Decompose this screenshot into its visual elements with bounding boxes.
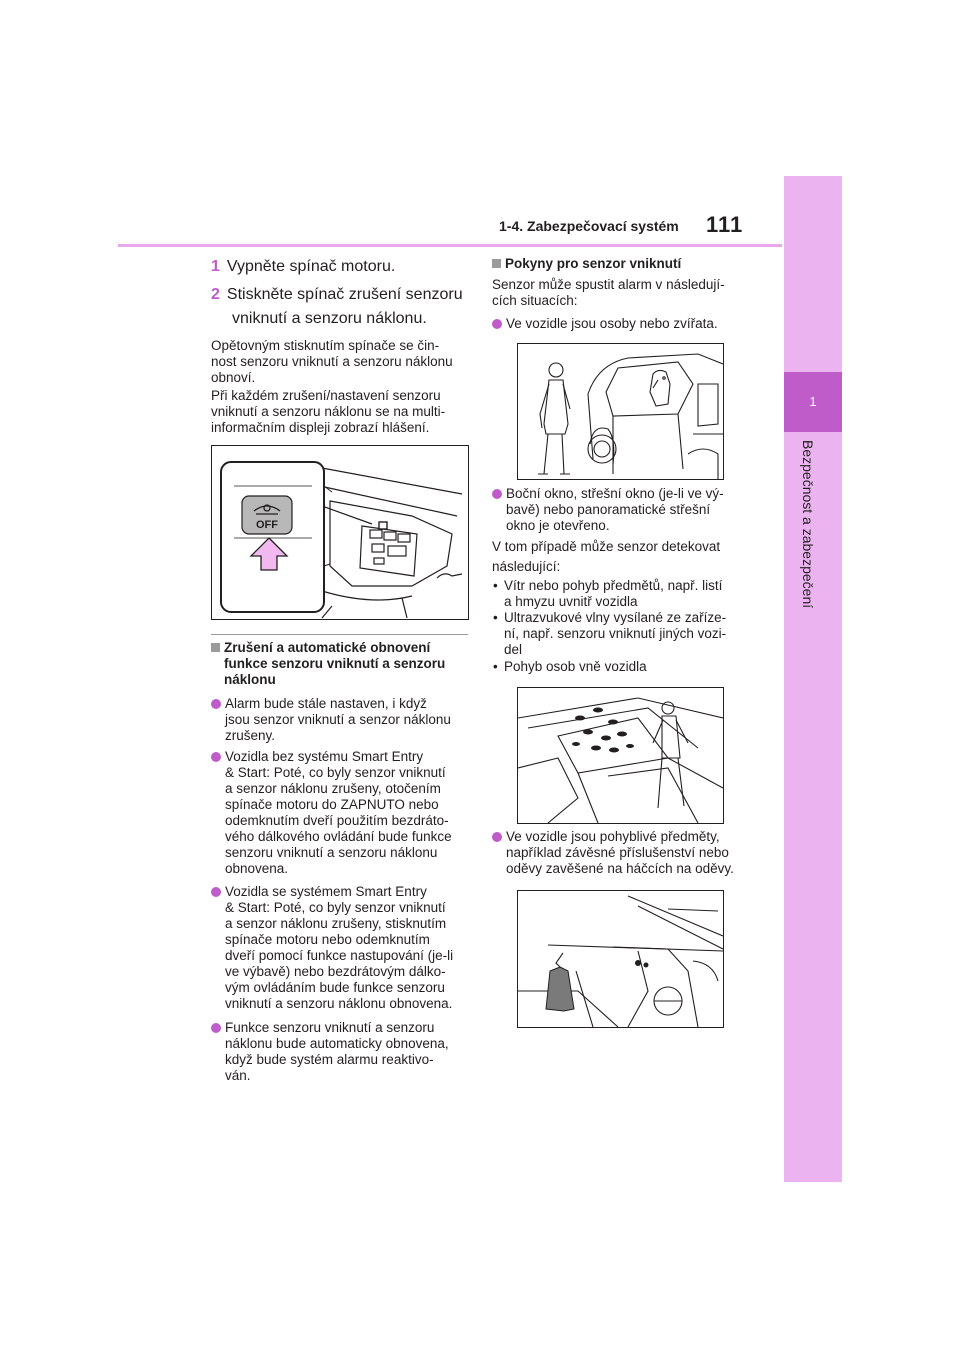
person-dog-illustration xyxy=(518,344,723,479)
jacket-icon xyxy=(546,967,574,1011)
section-square-icon xyxy=(211,643,220,652)
chapter-title-text: Bezpečnost a zabezpečení xyxy=(800,440,816,609)
figure-sunroof xyxy=(517,687,724,824)
bullet-without-smart-entry: Vozidla bez systému Smart Entry & Start: Poté, co byly senzor vniknutí a senzor náklonu zrušeny, otočením spínače motoru do ZAPNUTO nebo odemknutím dveří použitím bezdráto- vého dálkového ovládání bude funkce senzoru vniknutí a senzoru náklonu obnovena. xyxy=(211,749,452,877)
page-number: 111 xyxy=(706,212,744,237)
figure-off-switch xyxy=(211,445,469,620)
hanging-clothes-illustration xyxy=(518,891,723,1027)
figure-hanging-clothes xyxy=(517,890,724,1028)
leaves-icon xyxy=(572,708,634,753)
section-intrusion-sensor-title: Pokyny pro senzor vniknutí xyxy=(492,256,681,272)
detect-intro: V tom případě může senzor detekovat následující: xyxy=(492,539,721,574)
chapter-tab-strip xyxy=(784,176,842,1182)
step-1 xyxy=(211,255,395,279)
section-cancel-restore: Zrušení a automatické obnovení funkce senzoru vniknutí a senzoru náklonu xyxy=(211,640,471,688)
step-1-text: Vypněte spínač motoru. xyxy=(226,258,396,275)
paragraph-message: Při každém zrušení/nastavení senzoru vniknutí a senzoru náklonu se na multi- informačním displeji zobrazí hlášení. xyxy=(211,388,446,435)
bullet-auto-restore: Funkce senzoru vniknutí a senzoru náklonu bude automaticky obnovena, když bude systém alarmu reaktivo- ván. xyxy=(211,1020,449,1084)
intrusion-intro: Senzor může spustit alarm v následují- cích situacích: xyxy=(492,277,725,308)
header-rule xyxy=(118,244,782,247)
chapter-number: 1 xyxy=(784,372,842,432)
dot-people-outside: • Pohyb osob vně vozidla xyxy=(492,659,647,675)
section-square-icon xyxy=(492,259,501,268)
step-2-text: Stiskněte spínač zrušení senzoru xyxy=(226,286,463,303)
paragraph-restore: Opětovným stisknutím spínače se čin- nost senzoru vniknutí a senzoru náklonu obnoví. xyxy=(211,338,453,385)
sunroof-illustration xyxy=(518,688,723,823)
section-divider xyxy=(211,634,468,635)
step-2-number: 2 xyxy=(211,286,220,303)
step-1-number: 1 xyxy=(211,258,220,275)
dot-ultrasonic: • Ultrazvukové vlny vysílané ze zaříze- ní, např. senzoru vniknutí jiných vozi- del xyxy=(492,610,726,658)
figure-person-dog xyxy=(517,343,724,480)
bullet-moving-objects: Ve vozidle jsou pohyblivé předměty, například závěsné příslušenství nebo oděvy zavěšené na háčcích na oděvy. xyxy=(492,829,734,877)
section-title: 1-4. Zabezpečovací systém xyxy=(499,218,679,234)
bullet-alarm-set: Alarm bude stále nastaven, i když jsou senzor vniknutí a senzor náklonu zrušeny. xyxy=(211,696,451,744)
chapter-title xyxy=(784,440,842,640)
bullet-persons-animals: Ve vozidle jsou osoby nebo zvířata. xyxy=(492,316,718,332)
bullet-window-open: Boční okno, střešní okno (je-li ve vý- bavě) nebo panoramatické střešní okno je otevřeno. xyxy=(492,486,724,534)
overhead-console-illustration xyxy=(212,446,468,619)
step-2 xyxy=(211,283,463,307)
dot-wind-objects: • Vítr nebo pohyb předmětů, např. listí a hmyzu uvnitř vozidla xyxy=(492,578,722,610)
step-2-text-cont: vniknutí a senzoru náklonu. xyxy=(232,310,427,327)
off-label: OFF xyxy=(256,519,278,531)
bullet-with-smart-entry: Vozidla se systémem Smart Entry & Start: Poté, co byly senzor vniknutí a senzor náklonu zrušeny, stisknutím spínače motoru nebo odemknutím dveří pomocí funkce nastupování (je-li ve výbavě) nebo bezdrátovým dálko- vým ovládáním bude funkce senzoru vniknutí a senzoru náklonu obnovena. xyxy=(211,884,453,1012)
